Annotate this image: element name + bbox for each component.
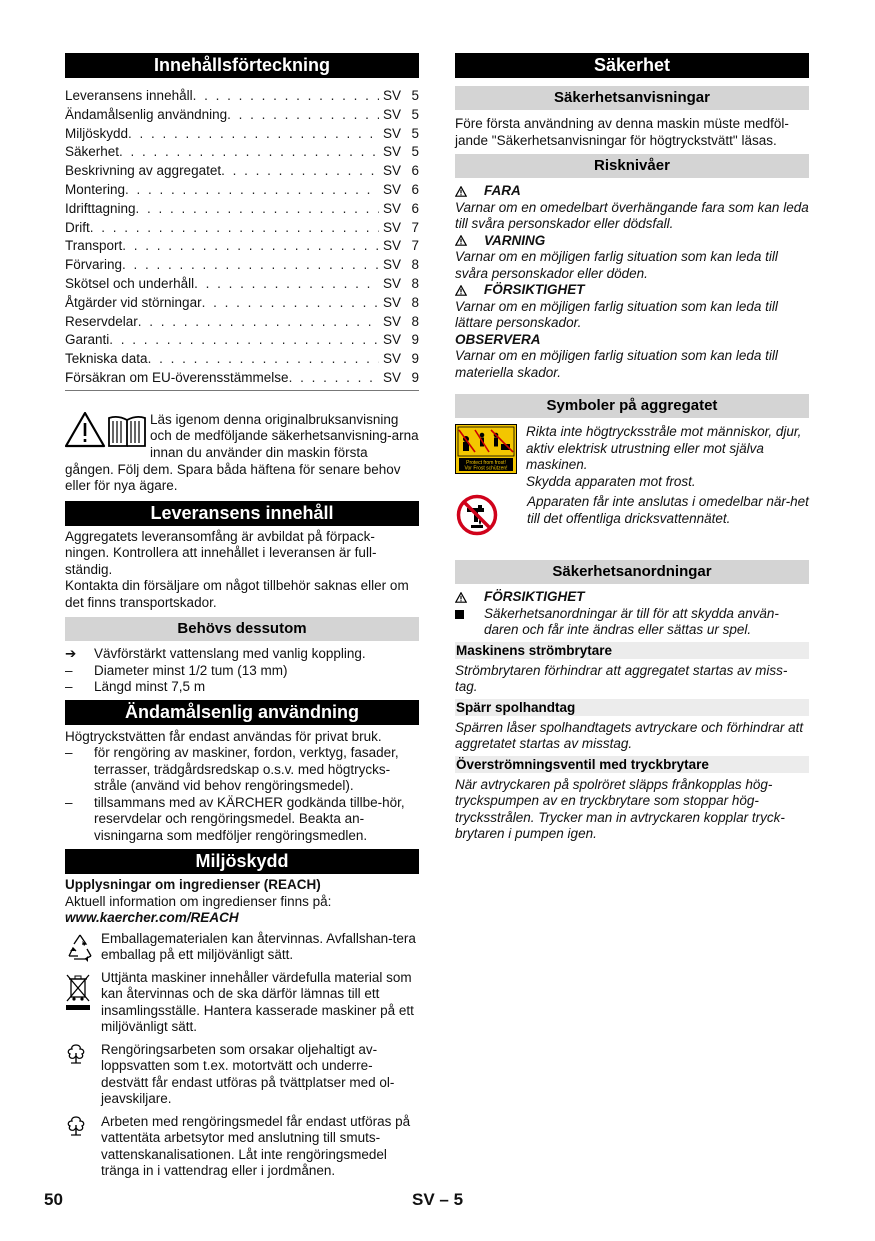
warning-triangle-icon [455, 285, 484, 296]
risk-levels-list [455, 183, 809, 381]
toc-label: Förvaring [65, 257, 123, 273]
toc-page: 5 [411, 144, 419, 160]
toc-row[interactable] [65, 331, 419, 350]
toc-row[interactable] [65, 162, 419, 181]
square-bullet-icon [455, 606, 484, 639]
toc-lang: SV [383, 163, 402, 179]
list-bullet: ➔ [65, 646, 77, 662]
safety-instructions-title: Säkerhetsanvisningar [455, 86, 809, 110]
toc-leader [227, 106, 379, 125]
toc-leader [109, 331, 379, 350]
toc-lang: SV [383, 106, 402, 122]
toc-row[interactable] [65, 106, 419, 125]
toc-leader [125, 181, 379, 200]
environment-text: Emballagematerialen kan återvinnas. Avfallshan-tera emballag på ett miljövänligt sätt. [101, 930, 416, 963]
toc-row[interactable] [65, 143, 419, 162]
warning-triangle-icon [455, 235, 484, 246]
toc-page: 9 [411, 332, 419, 348]
list-item [65, 663, 419, 680]
power-switch-title: Maskinens strömbrytare [455, 642, 809, 659]
warning-triangle-icon [455, 186, 484, 197]
toc-row[interactable] [65, 369, 419, 388]
toc-label: Skötsel och underhåll [65, 275, 195, 291]
crossed-bin-icon [65, 970, 101, 1036]
list-bullet: – [65, 662, 73, 678]
toc-row[interactable] [65, 237, 419, 256]
toc-label: Garanti [65, 332, 110, 348]
list-text: Diameter minst 1/2 tum (13 mm) [94, 662, 288, 678]
devices-caution-label: FÖRSIKTIGHET [484, 589, 585, 604]
environment-item [65, 1114, 419, 1180]
overflow-valve-title: Överströmningsventil med tryckbrytare [455, 756, 809, 773]
delivery-text: Aggregatets leveransomfång är avbildat på förpack-ningen. Kontrollera att innehållet i leveransen är full-ständig. [65, 528, 377, 577]
toc-page: 5 [411, 125, 419, 141]
risk-level-name: FARA [484, 183, 521, 198]
risk-level-label [455, 183, 809, 200]
symbols-title: Symboler på aggregatet [455, 394, 809, 418]
toc-row[interactable] [65, 275, 419, 294]
toc-leader [122, 256, 379, 275]
intended-use-text: Högtryckstvätten får endast användas för privat bruk. [65, 728, 382, 744]
toc-leader [90, 219, 379, 238]
risk-levels-title: Risknivåer [455, 154, 809, 178]
safety-instructions-text: Före första användning av denna maskin müste medföl-jande "Säkerhetsanvisningar för högtryckstvätt" läsas. [455, 116, 789, 148]
toc-label: Reservdelar [65, 313, 138, 329]
toc-lang: SV [383, 351, 402, 367]
toc-lang: SV [383, 125, 402, 141]
environment-list [65, 931, 419, 1180]
toc-page: 8 [411, 275, 419, 291]
toc-leader [221, 162, 379, 181]
toc-title: Innehållsförteckning [65, 53, 419, 78]
toc-divider [65, 390, 419, 391]
list-item [65, 795, 419, 845]
environment-text: Arbeten med rengöringsmedel får endast utföras på vattentäta arbetsytor med anslutning till smuts-vattenskanalisationen. Låt inte rengöringsmedel tränga in i vattendrag eller i jordmånen. [101, 1113, 411, 1179]
toc-label: Beskrivning av aggregatet [65, 163, 222, 179]
risk-level-label [455, 233, 809, 250]
toc-lang: SV [383, 294, 402, 310]
toc-page: 6 [411, 163, 419, 179]
risk-level-name: FÖRSIKTIGHET [484, 282, 585, 297]
toc-lang: SV [383, 332, 402, 348]
power-switch-text: Strömbrytaren förhindrar att aggregatet startas av miss-tag. [455, 662, 788, 694]
page-number: 50 [44, 1190, 63, 1209]
symbol-spray-text: Rikta inte högtrycksstråle mot människor, djur, aktiv elektrisk utrustning eller mot själva maskinen. [526, 424, 802, 472]
list-item [65, 646, 419, 663]
risk-level-text: Varnar om en möjligen farlig situation som kan leda till svåra personskador eller döden. [455, 249, 778, 281]
toc-leader [194, 275, 379, 294]
toc-page: 6 [411, 181, 419, 197]
toc-row[interactable] [65, 256, 419, 275]
toc-row[interactable] [65, 181, 419, 200]
toc-leader [289, 369, 379, 388]
risk-level-name: OBSERVERA [455, 331, 541, 347]
toc-row[interactable] [65, 200, 419, 219]
toc-lang: SV [383, 88, 402, 103]
toc-leader [122, 237, 379, 256]
list-text: tillsammans med av KÄRCHER godkända tillbe-hör, reservdelar och rengöringsmedel. Beakta an-visningarna som medföljer rengöringsmedlen. [94, 794, 405, 843]
symbol-water-text: Apparaten får inte anslutas i omedelbar när-het till det offentliga dricksvattennätet. [527, 494, 809, 526]
toc-lang: SV [383, 181, 402, 197]
environment-item [65, 931, 419, 964]
intended-use-title: Ändamålsenlig användning [65, 700, 419, 725]
toc-leader [202, 294, 379, 313]
symbol-row-spray [455, 424, 809, 490]
list-item [65, 745, 419, 795]
safety-devices-title: Säkerhetsanordningar [455, 560, 809, 584]
intended-use-list [65, 745, 419, 844]
toc-leader [119, 143, 379, 162]
delivery-title: Leveransens innehåll [65, 501, 419, 526]
trigger-lock-title: Spärr spolhandtag [455, 699, 809, 716]
toc-leader [138, 313, 379, 332]
toc-leader [148, 350, 379, 369]
toc-row[interactable] [65, 87, 419, 106]
devices-text: Säkerhetsanordningar är till för att skydda använ-daren och får inte ändras eller sättas ur spel. [484, 605, 779, 637]
section-page-number: SV – 5 [412, 1190, 464, 1209]
reach-link[interactable]: www.kaercher.com/REACH [65, 910, 239, 926]
toc-label: Idrifttagning [65, 200, 136, 216]
environment-text: Uttjänta maskiner innehåller värdefulla material som kan återvinnas och de ska därför lämnas till ett insamlingsställe. Hantera kasserade maskiner på ett miljövänligt sätt. [101, 969, 414, 1035]
toc-label: Drift [65, 219, 90, 235]
toc-leader [136, 200, 379, 219]
symbol-row-water [455, 494, 809, 536]
risk-level-text: Varnar om en omedelbart överhängande fara som kan leda till svåra personskador eller dödsfall. [455, 199, 809, 231]
tree-icon [65, 1114, 101, 1180]
notice-text-indented: Läs igenom denna originalbruksanvisning och de medföljande säkerhetsanvisning-arna innan du använder din maskin första [150, 411, 419, 460]
toc-lang: SV [383, 257, 402, 273]
toc-label: Miljöskydd [65, 125, 129, 141]
list-text: för rengöring av maskiner, fordon, verktyg, fasader, terrasser, trädgårdsredskap o.s.v. med högtrycks-stråle (använd vid behov rengöringsmedel). [94, 745, 399, 794]
also-needed-list [65, 646, 419, 696]
frost-label-en: Protect from frost! [466, 460, 506, 466]
toc-label: Ändamålsenlig användning [65, 106, 228, 122]
list-bullet: – [65, 745, 73, 761]
toc-label: Säkerhet [65, 144, 120, 160]
delivery-text-2: Kontakta din försäljare om något tillbehör saknas eller om det finns transportskador. [65, 578, 409, 610]
toc-page: 8 [411, 257, 419, 273]
list-bullet: – [65, 679, 73, 695]
right-column [455, 53, 809, 843]
list-item [65, 679, 419, 696]
risk-level-label [455, 332, 809, 349]
toc-row[interactable] [65, 125, 419, 144]
devices-caution [455, 589, 809, 606]
toc-row[interactable] [65, 294, 419, 313]
risk-level-label [455, 282, 809, 299]
toc-row[interactable] [65, 313, 419, 332]
toc-page: 8 [411, 313, 419, 329]
warning-triangle-icon [455, 592, 484, 603]
toc-label: Montering [65, 181, 126, 197]
toc-lang: SV [383, 144, 402, 160]
left-column [65, 53, 419, 1180]
frost-label-de: Vor Frost schützen! [464, 465, 508, 472]
read-manual-icon [65, 412, 150, 462]
environment-title: Miljöskydd [65, 849, 419, 874]
toc-leader [128, 125, 379, 144]
toc-leader [193, 87, 379, 106]
toc-page: 7 [411, 238, 419, 254]
toc-page: 7 [411, 219, 419, 235]
devices-item [455, 606, 809, 639]
notice-text: gången. Följ dem. Spara båda häftena för senare behov eller för nya ägare. [65, 461, 401, 494]
toc-label: Transport [65, 238, 123, 254]
reach-heading: Upplysningar om ingredienser (REACH) [65, 877, 321, 893]
risk-level-text: Varnar om en möjligen farlig situation som kan leda till materiella skador. [455, 348, 778, 380]
toc-lang: SV [383, 369, 402, 385]
toc-label: Försäkran om EU-överensstämmelse [65, 369, 289, 385]
toc-row[interactable] [65, 350, 419, 369]
list-text: Vävförstärkt vattenslang med vanlig koppling. [94, 646, 366, 662]
reach-text: Aktuell information om ingredienser finns på: [65, 893, 332, 909]
toc-page: 8 [411, 294, 419, 310]
overflow-valve-text: När avtryckaren på spolröret släpps frånkopplas hög-tryckspumpen av en tryckbrytare som stoppar hög-trycksstrålen. Trycker man in avtryckaren kopplar tryck-brytaren i pumpen igen. [455, 776, 785, 841]
toc-lang: SV [383, 313, 402, 329]
environment-item [65, 1042, 419, 1108]
toc-label: Tekniska data [65, 351, 148, 367]
table-of-contents [65, 87, 419, 388]
risk-level-text: Varnar om en möjligen farlig situation som kan leda till lättare personskador. [455, 298, 778, 330]
trigger-lock-text: Spärren låser spolhandtagets avtryckare och förhindrar att aggretatet startas av misstag. [455, 719, 804, 751]
toc-page: 6 [411, 200, 419, 216]
manual-notice [65, 412, 419, 495]
toc-row[interactable] [65, 219, 419, 238]
risk-level-name: VARNING [484, 232, 546, 248]
recycle-icon [65, 931, 101, 964]
list-text: Längd minst 7,5 m [94, 679, 206, 695]
symbol-frost-text: Skydda apparaten mot frost. [526, 473, 696, 489]
toc-page: 9 [411, 351, 419, 367]
toc-lang: SV [383, 275, 402, 291]
safety-title: Säkerhet [455, 53, 809, 78]
toc-page: 9 [411, 369, 419, 385]
toc-label: Åtgärder vid störningar [65, 294, 202, 310]
environment-item [65, 970, 419, 1036]
no-drinking-water-icon [455, 494, 527, 536]
no-spray-frost-icon [455, 424, 526, 490]
environment-text: Rengöringsarbeten som orsakar oljehaltigt av-loppsvatten som t.ex. motortvätt och underre-destvätt får endast utföras på tvättplatser med ol-jeavskiljare. [101, 1041, 395, 1107]
toc-lang: SV [383, 200, 402, 216]
also-needed-title: Behövs dessutom [65, 617, 419, 641]
list-bullet: – [65, 794, 73, 810]
toc-page: 5 [411, 88, 419, 103]
toc-lang: SV [383, 238, 402, 254]
toc-lang: SV [383, 219, 402, 235]
toc-page: 5 [411, 106, 419, 122]
toc-label: Leveransens innehåll [65, 88, 193, 103]
tree-icon [65, 1042, 101, 1108]
